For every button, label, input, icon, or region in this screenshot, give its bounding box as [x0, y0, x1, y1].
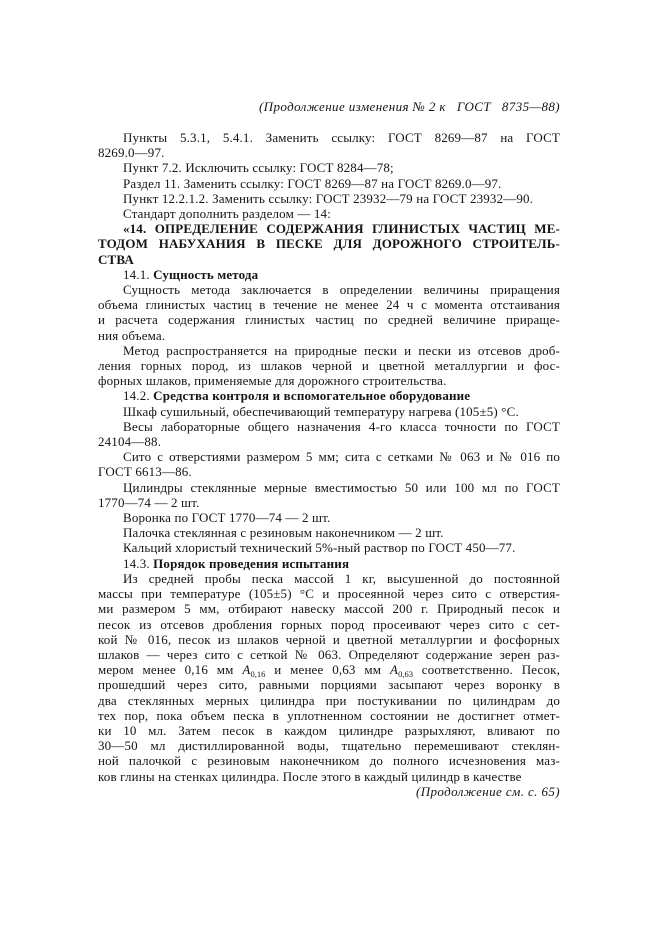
continuation-footer-note: (Продолжение см. с. 65): [416, 783, 560, 799]
text-line: Весы лабораторные общего назначения 4-го класса точности по ГОСТ: [123, 418, 560, 434]
text-line: форных шлаков, применяемые для дорожного строительства.: [98, 373, 447, 389]
text-line: Из средней пробы песка массой 1 кг, высушенной до постоянной: [123, 570, 560, 586]
text-line: ми размером 5 мм, отбирают навеску массой 200 г. Природный песок и: [98, 601, 560, 617]
text-line: ки 10 мл. Затем песок в каждом цилиндре разрыхляют, вливают по: [98, 722, 560, 738]
text-line: 1770—74 — 2 шт.: [98, 494, 200, 510]
text-line: 24104—88.: [98, 434, 162, 450]
document-body: [98, 130, 560, 784]
text-run: и менее 0,63 мм: [265, 662, 390, 678]
heading-line: СТВА: [98, 251, 134, 267]
text-run: мером менее 0,16 мм: [98, 662, 243, 678]
text-line: ГОСТ 6613—86.: [98, 464, 192, 480]
text-line: ков глины на стенках цилиндра. После этого в каждый цилиндр в качестве: [98, 768, 522, 784]
continuation-header-note: (Продолжение изменения № 2 к ГОСТ 8735—88): [258, 99, 560, 114]
heading-line: ТОДОМ НАБУХАНИЯ В ПЕСКЕ ДЛЯ ДОРОЖНОГО СТРОИТЕЛЬ-: [98, 236, 560, 252]
text-line: 8269.0—97.: [98, 145, 165, 161]
text-line: Метод распространяется на природные пески и пески из отсевов дроб-: [123, 342, 560, 358]
subscript-run: 0,16: [250, 669, 266, 680]
content-column: [98, 99, 560, 799]
text-line: Стандарт дополнить разделом — 14:: [123, 206, 331, 222]
text-line: прошедший через сито, равными порциями засыпают через воронку в: [98, 677, 560, 693]
text-line: Воронка по ГОСТ 1770—74 — 2 шт.: [123, 510, 331, 526]
bold-run: Порядок проведения испытания: [153, 555, 350, 571]
text-run: соответственно. Песок,: [412, 662, 560, 678]
text-line: ления горных пород, из шлаков черной и цветной металлургии и фос-: [98, 358, 560, 374]
text-line: [98, 267, 560, 282]
text-run: 14.2.: [123, 388, 154, 404]
text-line: ния объема.: [98, 327, 166, 343]
text-line: Сито с отверстиями размером 5 мм; сита с сетками № 063 и № 016 по: [123, 449, 560, 465]
bold-run: Средства контроля и вспомогательное оборудование: [153, 388, 471, 404]
text-line: Шкаф сушильный, обеспечивающий температуру нагрева (105±5) °С.: [123, 403, 519, 419]
text-line: ной палочкой с резиновым наконечником до полного исчезновения маз-: [98, 753, 560, 769]
text-line: Кальций хлористый технический 5%-ный раствор по ГОСТ 450—77.: [123, 540, 516, 556]
text-line: Пункты 5.3.1, 5.4.1. Заменить ссылку: ГОСТ 8269—87 на ГОСТ: [123, 130, 560, 145]
text-line: Пункт 12.2.1.2. Заменить ссылку: ГОСТ 23932—79 на ГОСТ 23932—90.: [123, 190, 534, 206]
heading-line: «14. ОПРЕДЕЛЕНИЕ СОДЕРЖАНИЯ ГЛИНИСТЫХ ЧАСТИЦ МЕ-: [123, 221, 560, 237]
bold-run: Сущность метода: [153, 266, 259, 282]
text-line: шлаков — через сито с сеткой № 063. Определяют содержание зерен раз-: [98, 646, 560, 662]
text-line: массы при температуре (105±5) °С и просеянной через сито с отверстия-: [98, 586, 560, 602]
text-line: [98, 388, 560, 403]
text-run: 14.1.: [123, 266, 154, 282]
variable-run: A: [389, 662, 399, 678]
text-line: Цилиндры стеклянные мерные вместимостью 50 или 100 мл по ГОСТ: [123, 479, 560, 495]
text-line: 30—50 мл дистиллированной воды, тщательно перемешивают стеклян-: [98, 738, 560, 754]
text-line: Раздел 11. Заменить ссылку: ГОСТ 8269—87 на ГОСТ 8269.0—97.: [123, 175, 502, 191]
text-run: 14.3.: [123, 555, 154, 571]
text-line: и расчета содержания глинистых частиц по средней величине прираще-: [98, 312, 560, 328]
text-line: Сущность метода заключается в определении величины приращения: [123, 282, 560, 298]
text-line: [98, 556, 560, 571]
variable-run: A: [242, 662, 251, 678]
text-line: два стеклянных мерных цилиндра при постукивании по цилиндрам до: [98, 692, 560, 708]
text-line: [98, 662, 560, 680]
text-line: Палочка стеклянная с резиновым наконечником — 2 шт.: [123, 525, 444, 541]
text-line: тех пор, пока объем песка в уплотненном состоянии не достигнет отмет-: [98, 707, 560, 723]
text-line: Пункт 7.2. Исключить ссылку: ГОСТ 8284—78;: [123, 160, 394, 176]
text-line: песок из отсевов дробления горных пород просеивают через сито с сет-: [98, 616, 560, 632]
text-line: объема глинистых частиц в течение не менее 24 ч с момента отстаивания: [98, 297, 560, 313]
subscript-run: 0,63: [398, 669, 413, 680]
text-line: кой № 016, песок из шлаков черной и цветной металлургии и фосфорных: [98, 631, 560, 647]
